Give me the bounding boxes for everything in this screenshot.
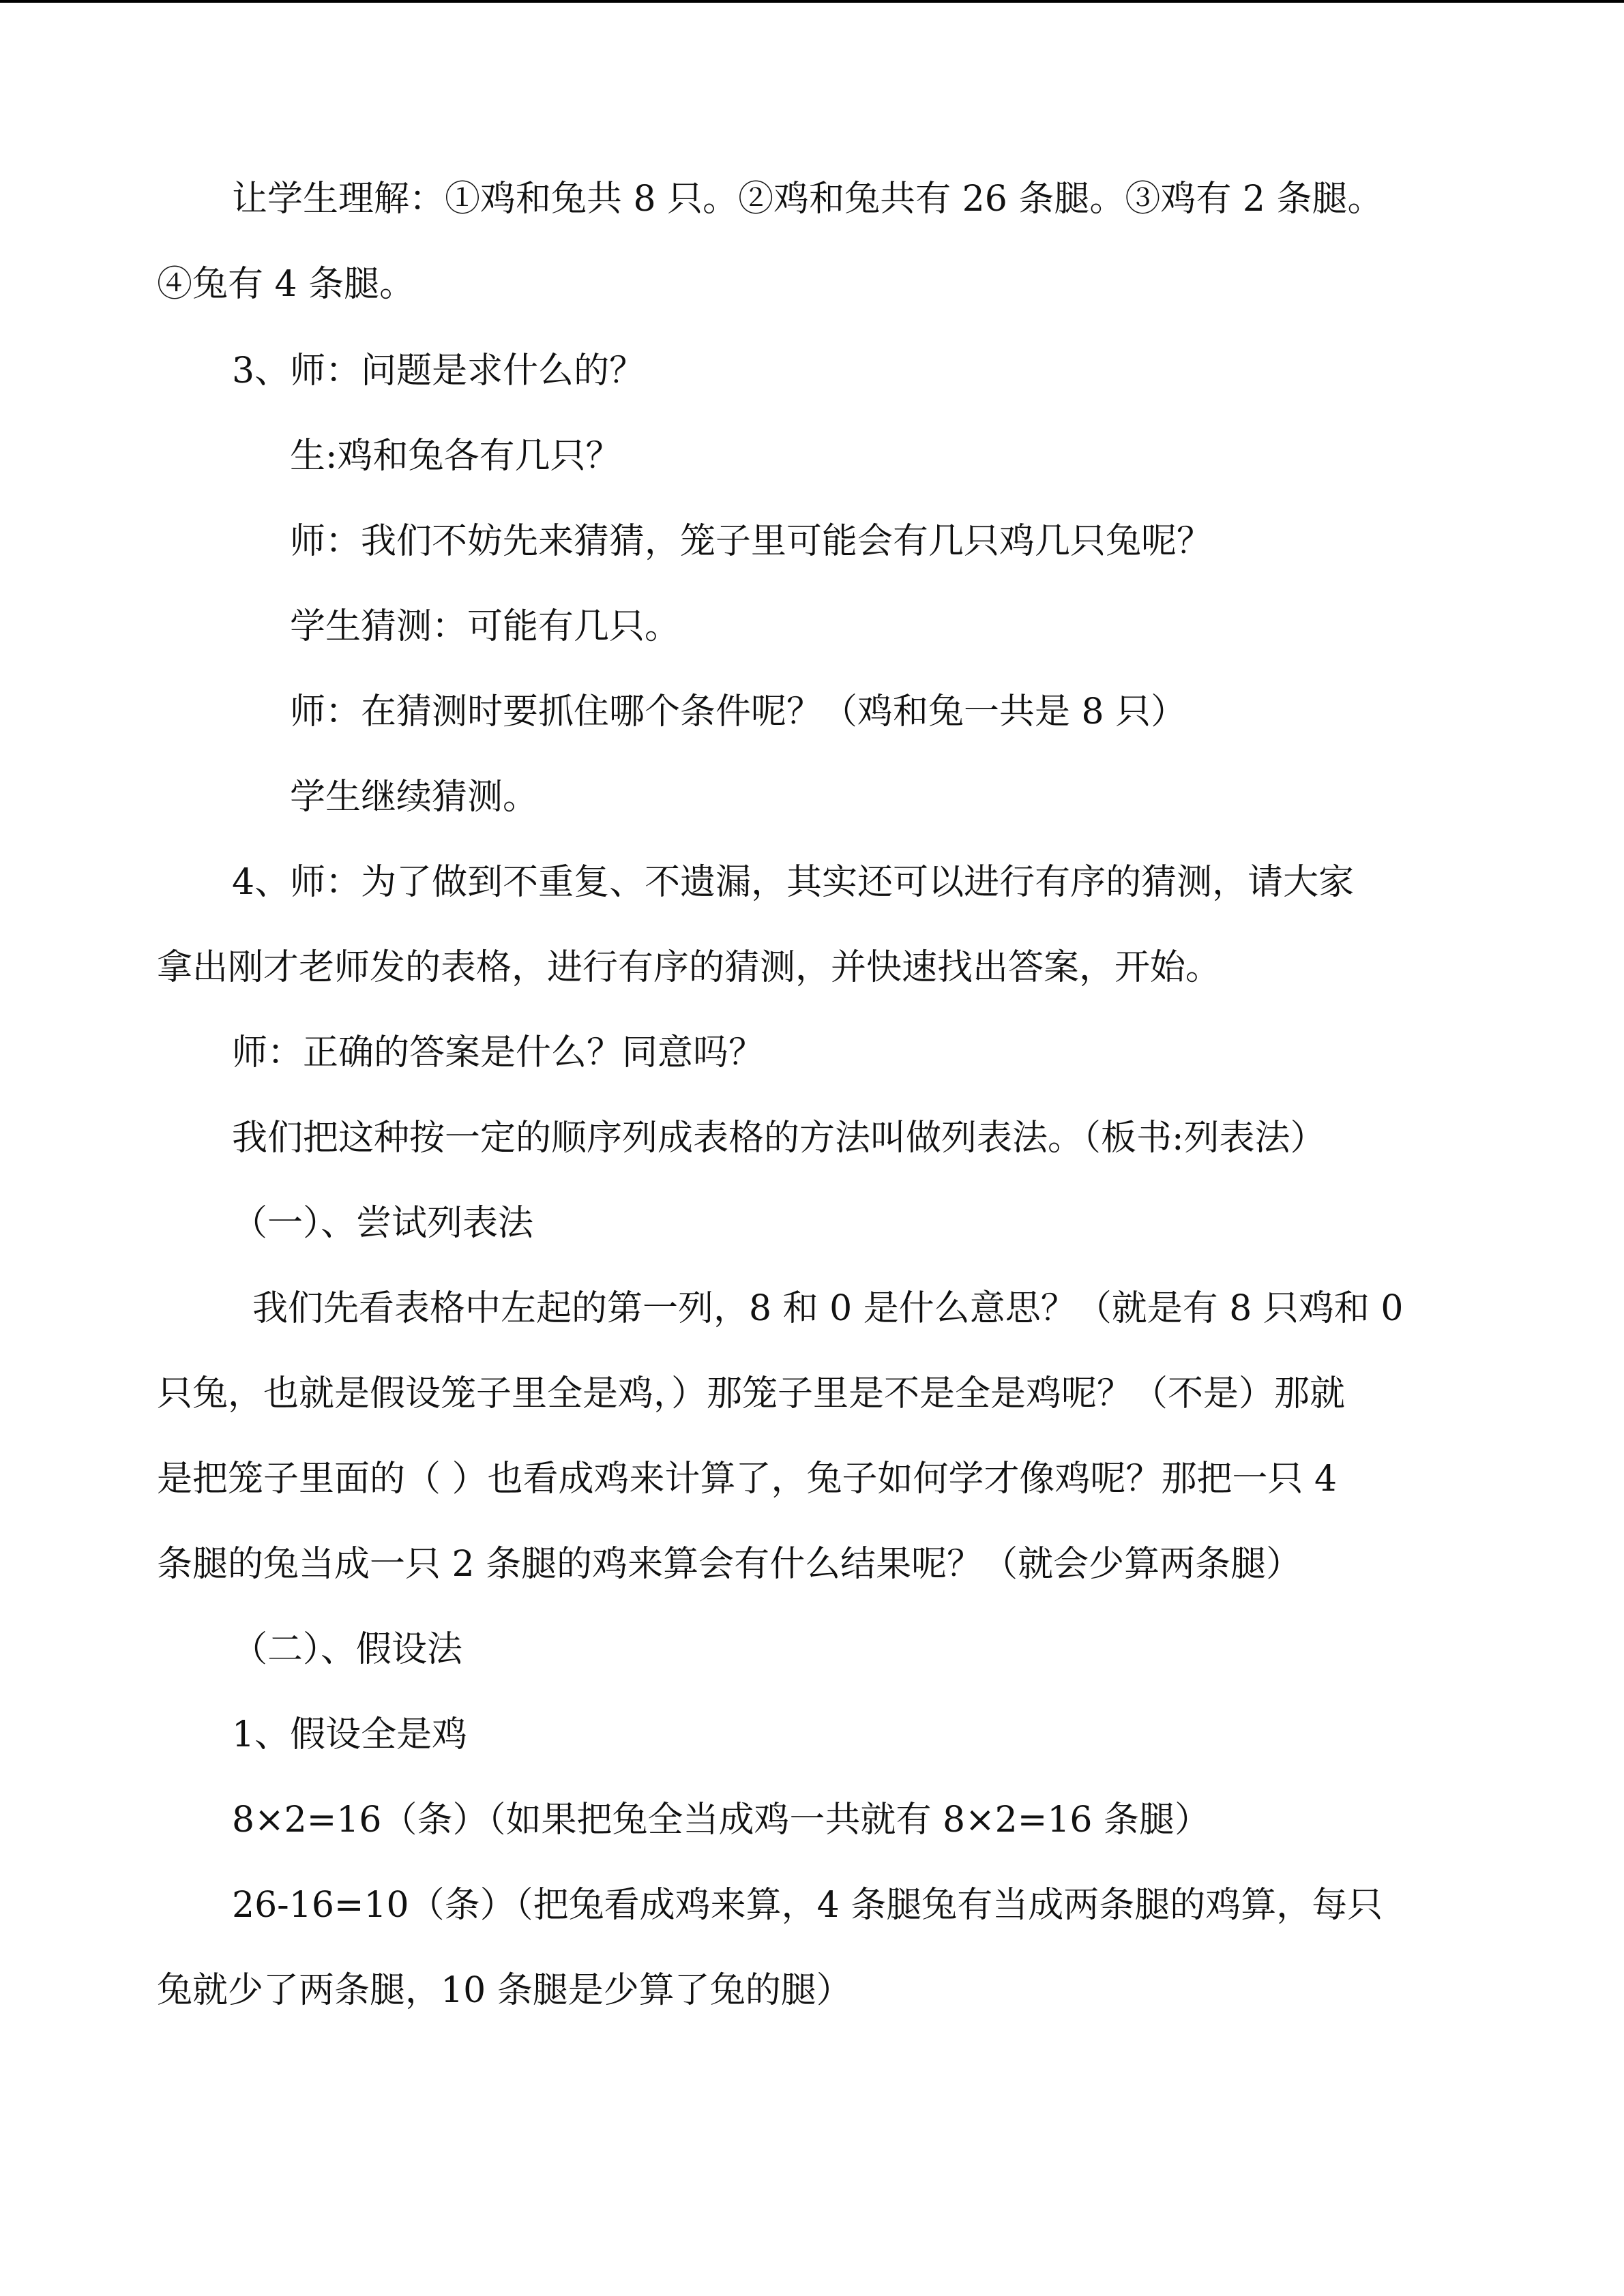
paragraph-line: 4、师：为了做到不重复、不遗漏，其实还可以进行有序的猜测，请大家 [232, 862, 1355, 903]
paragraph-line: 条腿的兔当成一只 2 条腿的鸡来算会有什么结果呢？（就会少算两条腿） [157, 1544, 1302, 1585]
paragraph-line: 是把笼子里面的（ ）也看成鸡来计算了，兔子如何学才像鸡呢？那把一只 4 [157, 1459, 1338, 1500]
section-heading: （一）、尝试列表法 [232, 1203, 534, 1244]
paragraph-line: 8×2=16（条）（如果把兔全当成鸡一共就有 8×2=16 条腿） [232, 1800, 1211, 1840]
paragraph-line: 1、假设全是鸡 [232, 1714, 468, 1755]
paragraph-line: 学生猜测：可能有几只。 [290, 606, 681, 647]
paragraph-line: 26-16=10（条）（把兔看成鸡来算，4 条腿兔有当成两条腿的鸡算，每只 [232, 1885, 1383, 1926]
paragraph-line: 学生继续猜测。 [290, 777, 539, 818]
paragraph-line: 我们先看表格中左起的第一列，8 和 0 是什么意思？（就是有 8 只鸡和 0 [252, 1288, 1404, 1329]
paragraph-line: 师：正确的答案是什么？同意吗？ [232, 1032, 765, 1073]
paragraph-line: 师：在猜测时要抓住哪个条件呢？（鸡和兔一共是 8 只） [290, 691, 1187, 732]
paragraph-line: 兔就少了两条腿，10 条腿是少算了兔的腿） [157, 1970, 852, 2011]
paragraph-line: 让学生理解：①鸡和兔共 8 只。②鸡和兔共有 26 条腿。③鸡有 2 条腿。 [232, 179, 1383, 220]
paragraph-line: 我们把这种按一定的顺序列成表格的方法叫做列表法。（板书:列表法） [232, 1118, 1326, 1159]
paragraph-line: 3、师：问题是求什么的？ [232, 351, 645, 391]
section-heading: （二）、假设法 [232, 1629, 463, 1670]
paragraph-line: 生:鸡和兔各有几只？ [290, 436, 621, 477]
paragraph-line: 只兔，也就是假设笼子里全是鸡，）那笼子里是不是全是鸡呢？（不是）那就 [157, 1373, 1346, 1414]
paragraph-line: 师：我们不妨先来猜猜，笼子里可能会有几只鸡几只兔呢？ [290, 521, 1213, 562]
paragraph-line: 拿出刚才老师发的表格，进行有序的猜测，并快速找出答案，开始。 [157, 947, 1222, 988]
paragraph-line: ④兔有 4 条腿。 [157, 264, 415, 305]
